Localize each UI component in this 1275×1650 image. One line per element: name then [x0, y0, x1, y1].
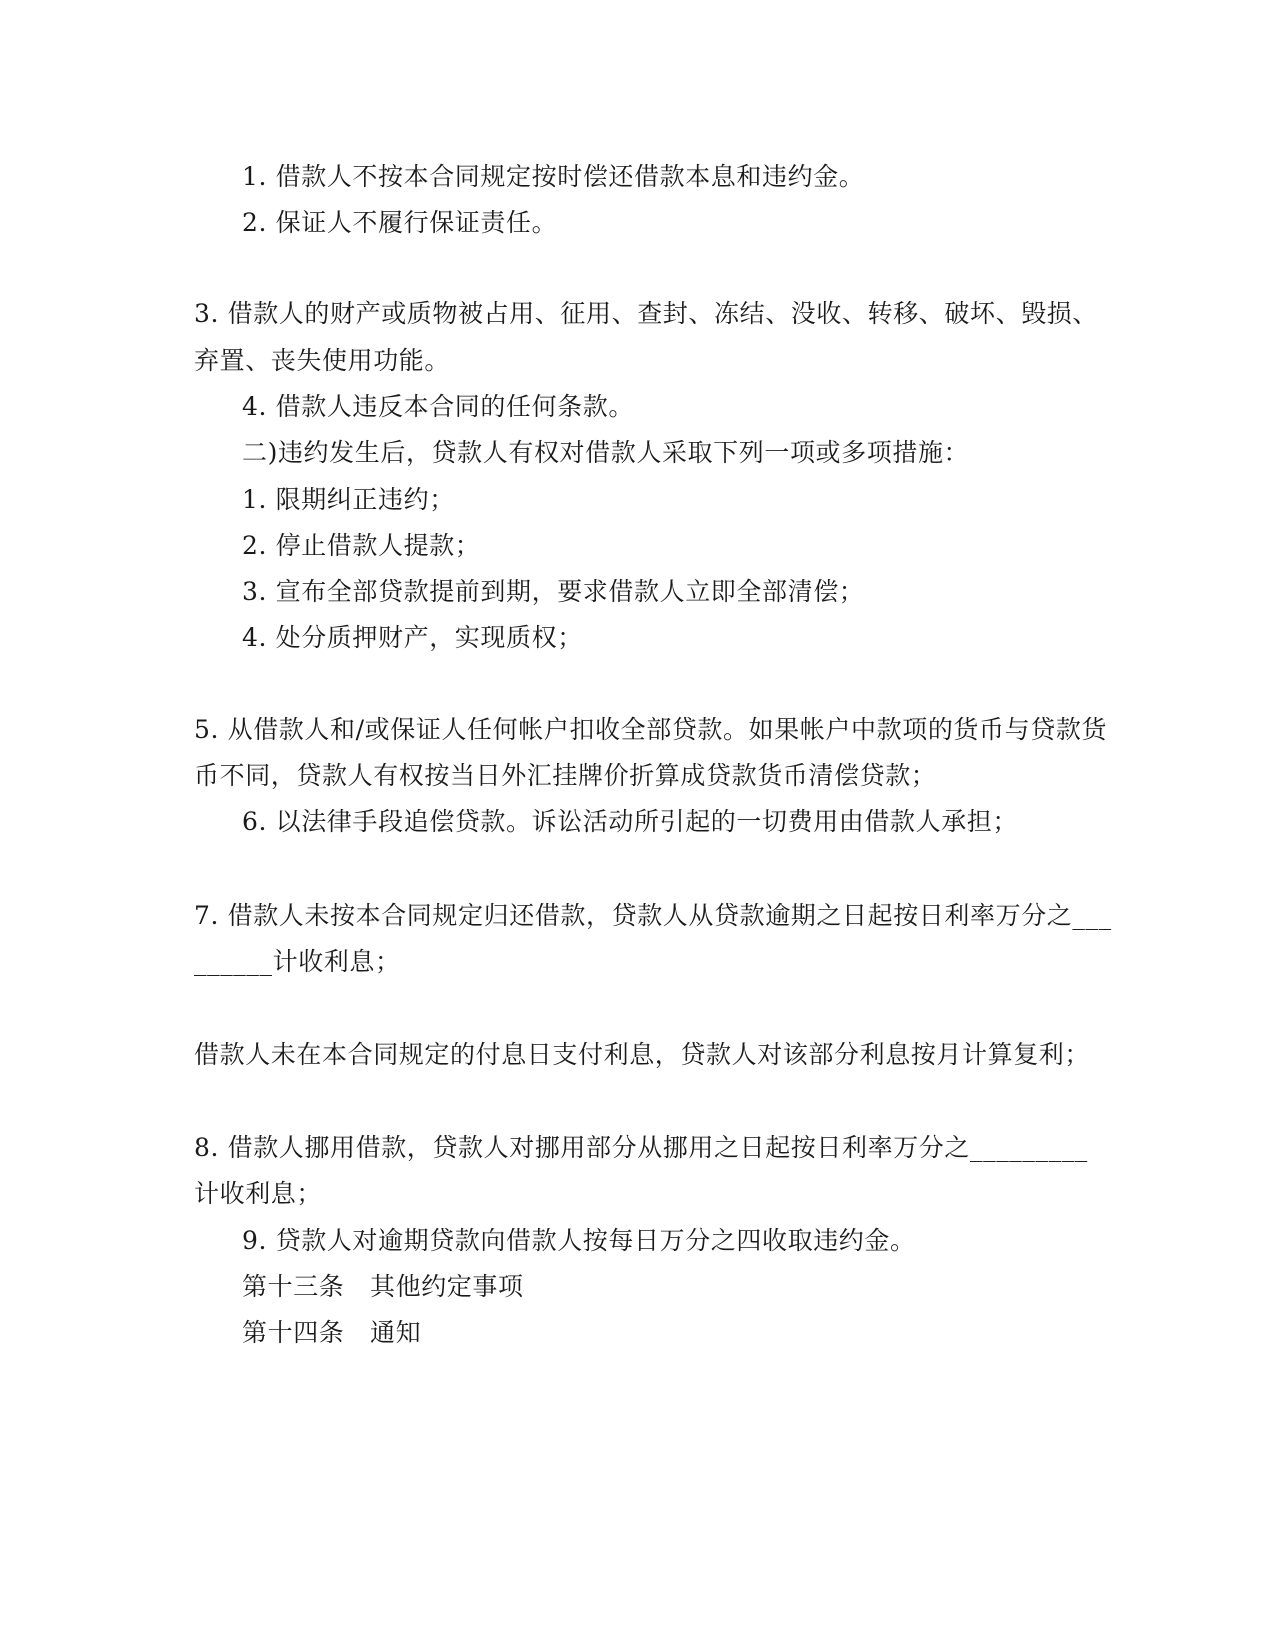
- measure-line-1: 1. 限期纠正违约；: [242, 485, 455, 514]
- article-14-heading: 第十四条 通知: [242, 1318, 422, 1347]
- measure-line-4: 4. 处分质押财产，实现质权；: [242, 623, 583, 652]
- clause-line-3: 3. 借款人的财产或质物被占用、征用、查封、冻结、没收、转移、破坏、毁损、: [194, 299, 1099, 328]
- clause-line-2: 2. 保证人不履行保证责任。: [242, 208, 558, 237]
- article-13-heading: 第十三条 其他约定事项: [242, 1272, 524, 1301]
- section-two-heading: 二)违约发生后，贷款人有权对借款人采取下列一项或多项措施：: [242, 438, 970, 467]
- measure-line-3: 3. 宣布全部贷款提前到期，要求借款人立即全部清偿；: [242, 577, 865, 606]
- clause-line-3-cont: 弃置、丧失使用功能。: [194, 346, 451, 375]
- measure-line-7: 7. 借款人未按本合同规定归还借款，贷款人从贷款逾期之日起按日利率万分之___: [194, 901, 1112, 930]
- measure-line-8: 8. 借款人挪用借款，贷款人对挪用部分从挪用之日起按日利率万分之_________: [194, 1133, 1088, 1162]
- measure-line-5-cont: 币不同，贷款人有权按当日外汇挂牌价折算成贷款货币清偿贷款；: [194, 761, 937, 790]
- measure-line-7-cont: ______计收利息；: [194, 947, 401, 976]
- compound-interest-line: 借款人未在本合同规定的付息日支付利息，贷款人对该部分利息按月计算复利；: [194, 1040, 1091, 1069]
- clause-line-4: 4. 借款人违反本合同的任何条款。: [242, 392, 635, 421]
- measure-line-9: 9. 贷款人对逾期贷款向借款人按每日万分之四收取违约金。: [242, 1226, 916, 1255]
- clause-line-1: 1. 借款人不按本合同规定按时偿还借款本息和违约金。: [242, 162, 865, 191]
- measure-line-6: 6. 以法律手段追偿贷款。诉讼活动所引起的一切费用由借款人承担；: [242, 807, 1019, 836]
- measure-line-8-cont: 计收利息；: [194, 1179, 323, 1208]
- measure-line-5: 5. 从借款人和/或保证人任何帐户扣收全部贷款。如果帐户中款项的货币与贷款货: [194, 715, 1108, 744]
- measure-line-2: 2. 停止借款人提款；: [242, 531, 481, 560]
